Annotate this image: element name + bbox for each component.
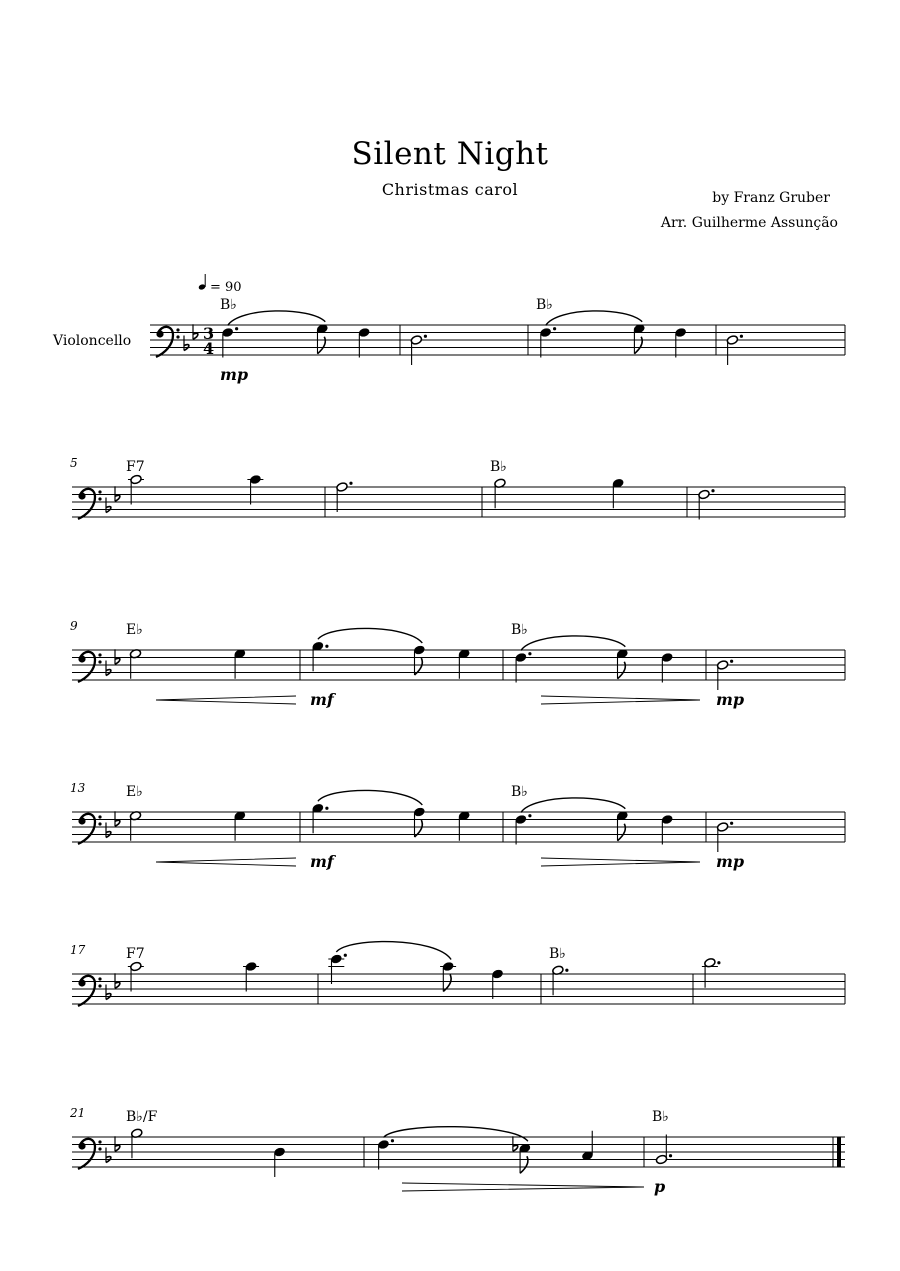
measure-number: 9 <box>70 619 78 633</box>
bass-clef-icon <box>78 814 102 844</box>
dynamic-mp: mp <box>220 365 249 384</box>
augmentation-dot <box>740 335 743 338</box>
chord-symbol: B♭ <box>652 1109 669 1125</box>
slur <box>383 1127 527 1142</box>
note-flag <box>317 337 325 354</box>
note-flag <box>520 1156 528 1173</box>
augmentation-dot <box>711 489 714 492</box>
flat-icon <box>513 1136 518 1151</box>
augmentation-dot <box>325 807 328 810</box>
flat-icon <box>115 486 120 501</box>
dynamic-mp: mp <box>716 690 745 709</box>
augmentation-dot <box>424 335 427 338</box>
arranger-credit: Arr. Guilherme Assunção <box>660 215 838 231</box>
flat-icon <box>115 1136 120 1151</box>
crescendo-hairpin <box>156 696 296 704</box>
dynamic-p: p <box>654 1177 666 1196</box>
bass-clef-icon <box>156 327 180 357</box>
augmentation-dot <box>730 660 733 663</box>
augmentation-dot <box>235 327 238 330</box>
augmentation-dot <box>528 814 531 817</box>
augmentation-dot <box>344 954 347 957</box>
page-title: Silent Night <box>351 136 549 172</box>
chord-symbol: B♭ <box>536 297 553 313</box>
augmentation-dot <box>565 969 568 972</box>
flat-icon <box>115 649 120 664</box>
chord-symbol: E♭ <box>126 622 143 638</box>
measure-number: 21 <box>70 1106 86 1120</box>
slur <box>336 942 451 960</box>
augmentation-dot <box>391 1139 394 1142</box>
flat-icon <box>106 985 111 1000</box>
augmentation-dot <box>669 1154 672 1157</box>
diminuendo-hairpin <box>402 1183 644 1191</box>
note-flag <box>618 662 626 679</box>
measure-number: 5 <box>70 456 78 470</box>
chord-symbol: B♭ <box>549 946 566 962</box>
composer-credit: by Franz Gruber <box>712 190 830 206</box>
flat-icon <box>115 973 120 988</box>
slur <box>521 798 625 813</box>
augmentation-dot <box>553 327 556 330</box>
final-barline <box>837 1137 841 1167</box>
bass-clef-icon <box>78 976 102 1006</box>
slur <box>521 636 625 651</box>
dynamic-mp: mp <box>716 852 745 871</box>
tempo-mark: = 90 <box>210 280 242 295</box>
flat-icon <box>106 1148 111 1163</box>
chord-symbol: B♭ <box>490 459 507 475</box>
chord-symbol: B♭ <box>511 622 528 638</box>
chord-symbol: B♭/F <box>126 1109 158 1125</box>
flat-icon <box>184 336 189 351</box>
slur <box>228 311 326 326</box>
slur <box>546 311 643 326</box>
page-subtitle: Christmas carol <box>381 180 519 199</box>
time-signature-top: 3 <box>203 324 215 343</box>
chord-symbol: F7 <box>126 459 145 475</box>
flat-icon <box>106 661 111 676</box>
chord-symbol: E♭ <box>126 784 143 800</box>
note-flag <box>634 337 642 354</box>
bass-clef-icon <box>78 1139 102 1169</box>
diminuendo-hairpin <box>541 858 700 866</box>
augmentation-dot <box>528 652 531 655</box>
bass-clef-icon <box>78 489 102 519</box>
chord-symbol: B♭ <box>220 297 237 313</box>
crescendo-hairpin <box>156 858 296 866</box>
note-flag <box>618 824 626 841</box>
flat-icon <box>106 498 111 513</box>
augmentation-dot <box>349 482 352 485</box>
augmentation-dot <box>717 961 720 964</box>
diminuendo-hairpin <box>541 696 700 704</box>
bass-clef-icon <box>78 652 102 682</box>
instrument-label: Violoncello <box>53 333 132 349</box>
measure-number: 17 <box>70 943 86 957</box>
slur <box>318 790 422 805</box>
time-signature-bottom: 4 <box>203 339 215 358</box>
chord-symbol: F7 <box>126 946 145 962</box>
slur <box>318 628 422 643</box>
dynamic-mf: mf <box>310 852 334 871</box>
augmentation-dot <box>730 822 733 825</box>
flat-icon <box>115 811 120 826</box>
measure-number: 13 <box>70 781 86 795</box>
flat-icon <box>106 823 111 838</box>
flat-icon <box>193 324 198 339</box>
augmentation-dot <box>325 645 328 648</box>
chord-symbol: B♭ <box>511 784 528 800</box>
dynamic-mf: mf <box>310 690 334 709</box>
